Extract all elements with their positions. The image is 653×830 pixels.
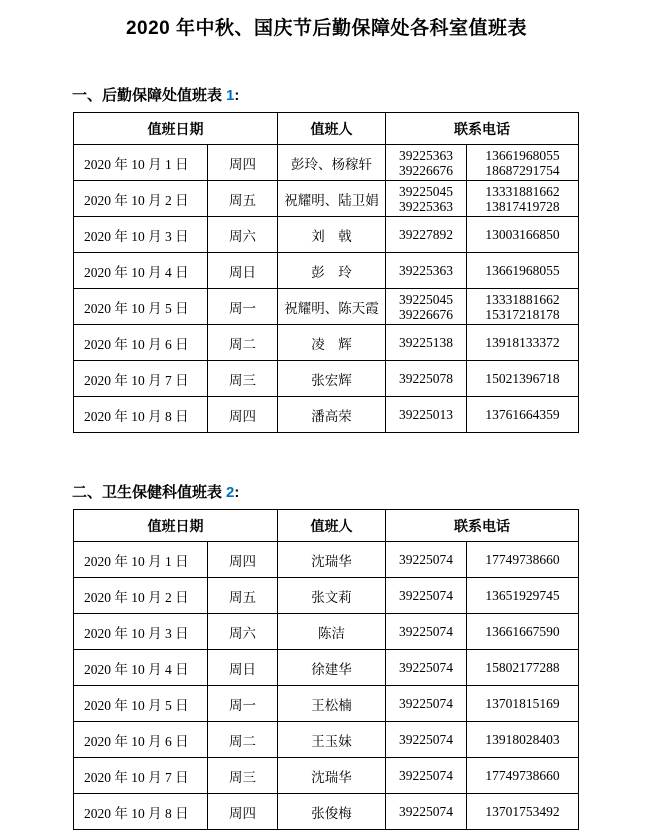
duty-date-cell: 2020 年 10 月 6 日 (74, 325, 208, 361)
office-phone-cell (386, 397, 467, 433)
table-row (74, 686, 579, 722)
duty-date-cell: 2020 年 10 月 7 日 (74, 361, 208, 397)
phone-number: 13661968055 (485, 263, 560, 278)
table-row (74, 578, 579, 614)
weekday-cell: 周四 (208, 145, 278, 181)
duty-person-cell: 潘高荣 (278, 397, 386, 433)
mobile-phone-cell (467, 686, 579, 722)
phone-number: 39226676 (399, 162, 453, 178)
phone-number: 39225045 (399, 183, 453, 199)
phone-number: 13661968055 (485, 147, 560, 163)
weekday-cell: 周四 (208, 397, 278, 433)
duty-person-cell: 王玉妹 (278, 722, 386, 758)
duty-date-cell: 2020 年 10 月 4 日 (74, 253, 208, 289)
table-header-row (74, 510, 579, 542)
section-health-care-duty (0, 481, 653, 830)
table-row (74, 397, 579, 433)
duty-date-cell: 2020 年 10 月 3 日 (74, 614, 208, 650)
column-header-contact-phone: 联系电话 (386, 113, 579, 145)
duty-date-cell: 2020 年 10 月 7 日 (74, 758, 208, 794)
mobile-phone-cell (467, 325, 579, 361)
mobile-phone-cell (467, 361, 579, 397)
phone-number: 15317218178 (485, 306, 560, 322)
table-row (74, 181, 579, 217)
column-header-duty-date: 值班日期 (74, 510, 278, 542)
section-logistics-duty (0, 84, 653, 433)
duty-person-cell: 祝耀明、陆卫娟 (278, 181, 386, 217)
duty-date-cell: 2020 年 10 月 1 日 (74, 145, 208, 181)
section-2-heading-number: 2 (226, 484, 235, 501)
weekday-cell: 周四 (208, 542, 278, 578)
phone-number: 39225045 (399, 291, 453, 307)
section-1-heading-colon: : (234, 87, 240, 104)
mobile-phone-cell (467, 614, 579, 650)
phone-number: 39226676 (399, 306, 453, 322)
phone-number: 39225363 (399, 147, 453, 163)
duty-person-cell: 彭 玲 (278, 253, 386, 289)
duty-date-cell: 2020 年 10 月 5 日 (74, 289, 208, 325)
duty-table-health-care (73, 509, 579, 830)
column-header-contact-phone: 联系电话 (386, 510, 579, 542)
phone-number: 39225078 (399, 371, 453, 386)
weekday-cell: 周日 (208, 253, 278, 289)
phone-number: 15021396718 (485, 371, 560, 386)
mobile-phone-cell (467, 578, 579, 614)
mobile-phone-cell (467, 181, 579, 217)
duty-date-cell: 2020 年 10 月 1 日 (74, 542, 208, 578)
phone-number: 13331881662 (485, 183, 560, 199)
office-phone-cell (386, 614, 467, 650)
weekday-cell: 周三 (208, 361, 278, 397)
column-header-duty-date: 值班日期 (74, 113, 278, 145)
phone-number: 13918133372 (485, 335, 560, 350)
table-row (74, 542, 579, 578)
weekday-cell: 周一 (208, 686, 278, 722)
office-phone-cell (386, 578, 467, 614)
weekday-cell: 周四 (208, 794, 278, 830)
duty-date-cell: 2020 年 10 月 8 日 (74, 397, 208, 433)
duty-person-cell: 徐建华 (278, 650, 386, 686)
weekday-cell: 周日 (208, 650, 278, 686)
office-phone-cell (386, 325, 467, 361)
office-phone-cell (386, 650, 467, 686)
table-header-row (74, 113, 579, 145)
phone-number: 39225138 (399, 335, 453, 350)
office-phone-cell (386, 181, 467, 217)
phone-number: 39225074 (399, 624, 453, 639)
weekday-cell: 周五 (208, 578, 278, 614)
mobile-phone-cell (467, 722, 579, 758)
weekday-cell: 周二 (208, 325, 278, 361)
duty-date-cell: 2020 年 10 月 8 日 (74, 794, 208, 830)
section-1-heading-number: 1 (226, 87, 235, 104)
phone-number: 13651929745 (485, 588, 560, 603)
table-row (74, 758, 579, 794)
table-row (74, 794, 579, 830)
weekday-cell: 周六 (208, 217, 278, 253)
phone-number: 18687291754 (485, 162, 560, 178)
phone-number: 39225074 (399, 732, 453, 747)
office-phone-cell (386, 217, 467, 253)
phone-number: 39225013 (399, 407, 453, 422)
duty-person-cell: 凌 辉 (278, 325, 386, 361)
phone-number: 39225363 (399, 263, 453, 278)
phone-number: 13661667590 (485, 624, 560, 639)
weekday-cell: 周一 (208, 289, 278, 325)
phone-number: 39225074 (399, 552, 453, 567)
mobile-phone-cell (467, 650, 579, 686)
office-phone-cell (386, 289, 467, 325)
office-phone-cell (386, 758, 467, 794)
duty-person-cell: 沈瑞华 (278, 542, 386, 578)
mobile-phone-cell (467, 542, 579, 578)
mobile-phone-cell (467, 145, 579, 181)
duty-table-logistics (73, 112, 579, 433)
phone-number: 13817419728 (485, 198, 560, 214)
document-title: 2020 年中秋、国庆节后勤保障处各科室值班表 (125, 18, 528, 39)
table-row (74, 361, 579, 397)
section-1-heading (72, 84, 653, 105)
phone-number: 39225074 (399, 660, 453, 675)
section-2-heading-colon: : (234, 484, 240, 501)
table-row (74, 289, 579, 325)
office-phone-cell (386, 794, 467, 830)
phone-number: 17749738660 (485, 552, 560, 567)
duty-person-cell: 张宏辉 (278, 361, 386, 397)
mobile-phone-cell (467, 289, 579, 325)
office-phone-cell (386, 253, 467, 289)
phone-number: 39225363 (399, 198, 453, 214)
office-phone-cell (386, 686, 467, 722)
phone-number: 13331881662 (485, 291, 560, 307)
duty-person-cell: 王松楠 (278, 686, 386, 722)
duty-date-cell: 2020 年 10 月 5 日 (74, 686, 208, 722)
duty-date-cell: 2020 年 10 月 4 日 (74, 650, 208, 686)
weekday-cell: 周五 (208, 181, 278, 217)
duty-person-cell: 刘 戟 (278, 217, 386, 253)
duty-date-cell: 2020 年 10 月 3 日 (74, 217, 208, 253)
phone-number: 13918028403 (485, 732, 560, 747)
column-header-duty-person: 值班人 (278, 510, 386, 542)
duty-date-cell: 2020 年 10 月 6 日 (74, 722, 208, 758)
mobile-phone-cell (467, 253, 579, 289)
duty-person-cell: 陈洁 (278, 614, 386, 650)
weekday-cell: 周六 (208, 614, 278, 650)
table-row (74, 217, 579, 253)
office-phone-cell (386, 361, 467, 397)
table-row (74, 253, 579, 289)
phone-number: 13761664359 (485, 407, 560, 422)
phone-number: 13701753492 (485, 804, 560, 819)
phone-number: 17749738660 (485, 768, 560, 783)
office-phone-cell (386, 722, 467, 758)
column-header-duty-person: 值班人 (278, 113, 386, 145)
phone-number: 39225074 (399, 804, 453, 819)
office-phone-cell (386, 542, 467, 578)
phone-number: 39225074 (399, 588, 453, 603)
table-row (74, 145, 579, 181)
phone-number: 13701815169 (485, 696, 560, 711)
mobile-phone-cell (467, 794, 579, 830)
mobile-phone-cell (467, 217, 579, 253)
phone-number: 39225074 (399, 696, 453, 711)
duty-person-cell: 沈瑞华 (278, 758, 386, 794)
phone-number: 15802177288 (485, 660, 560, 675)
table-row (74, 614, 579, 650)
section-2-heading-text: 二、卫生保健科值班表 (72, 484, 223, 501)
table-row (74, 650, 579, 686)
table-row (74, 722, 579, 758)
table-row (74, 325, 579, 361)
weekday-cell: 周二 (208, 722, 278, 758)
mobile-phone-cell (467, 758, 579, 794)
duty-person-cell: 祝耀明、陈天霞 (278, 289, 386, 325)
weekday-cell: 周三 (208, 758, 278, 794)
duty-person-cell: 彭玲、杨稼轩 (278, 145, 386, 181)
phone-number: 39225074 (399, 768, 453, 783)
duty-date-cell: 2020 年 10 月 2 日 (74, 181, 208, 217)
duty-person-cell: 张文莉 (278, 578, 386, 614)
duty-person-cell: 张俊梅 (278, 794, 386, 830)
phone-number: 13003166850 (485, 227, 560, 242)
section-2-heading (72, 481, 653, 502)
office-phone-cell (386, 145, 467, 181)
mobile-phone-cell (467, 397, 579, 433)
duty-date-cell: 2020 年 10 月 2 日 (74, 578, 208, 614)
phone-number: 39227892 (399, 227, 453, 242)
section-1-heading-text: 一、后勤保障处值班表 (72, 87, 223, 104)
